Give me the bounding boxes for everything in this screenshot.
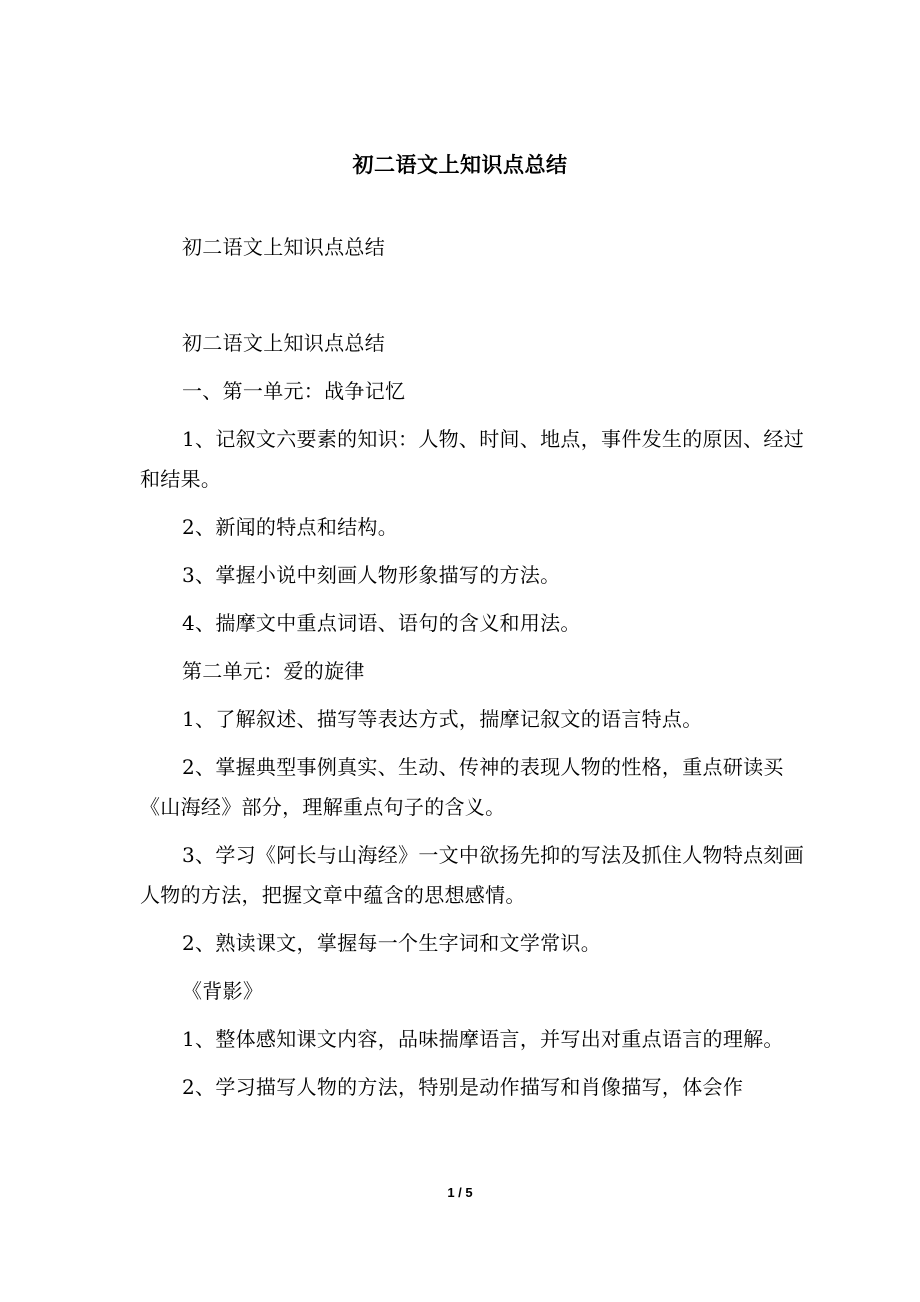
paragraph-unit-2-item-2: 2、掌握典型事例真实、生动、传神的表现人物的性格，重点研读买《山海经》部分，理解重点句子的含义。: [140, 755, 784, 819]
paragraph-unit-1-heading: 一、第一单元：战争记忆: [182, 379, 406, 403]
paragraph-unit-2-item-4: 2、熟读课文，掌握每一个生字词和文学常识。: [182, 931, 602, 955]
paragraph-heading: 初二语文上知识点总结: [182, 331, 385, 355]
paragraph-lesson-item-2: 2、学习描写人物的方法，特别是动作描写和肖像描写，体会作: [182, 1075, 744, 1099]
paragraph-unit-1-item-1: 1、记叙文六要素的知识：人物、时间、地点，事件发生的原因、经过和结果。: [140, 427, 805, 491]
paragraph-lesson-title: 《背影》: [182, 979, 264, 1003]
paragraph-unit-2-heading: 第二单元：爱的旋律: [182, 659, 365, 683]
paragraph-unit-2-item-1: 1、了解叙述、描写等表达方式，揣摩记叙文的语言特点。: [182, 707, 703, 731]
paragraph-unit-1-item-2: 2、新闻的特点和结构。: [182, 515, 399, 539]
paragraph-subtitle: 初二语文上知识点总结: [182, 235, 385, 259]
page-number: 1 / 5: [447, 1185, 473, 1200]
paragraph-unit-1-item-3: 3、掌握小说中刻画人物形象描写的方法。: [182, 563, 561, 587]
paragraph-lesson-item-1: 1、整体感知课文内容，品味揣摩语言，并写出对重点语言的理解。: [182, 1027, 784, 1051]
document-title: 初二语文上知识点总结: [352, 153, 568, 177]
paragraph-unit-1-item-4: 4、揣摩文中重点词语、语句的含义和用法。: [182, 611, 581, 635]
paragraph-unit-2-item-3: 3、学习《阿长与山海经》一文中欲扬先抑的写法及抓住人物特点刻画人物的方法，把握文章中蕴含的思想感情。: [140, 843, 805, 907]
document-body: [140, 227, 805, 1115]
